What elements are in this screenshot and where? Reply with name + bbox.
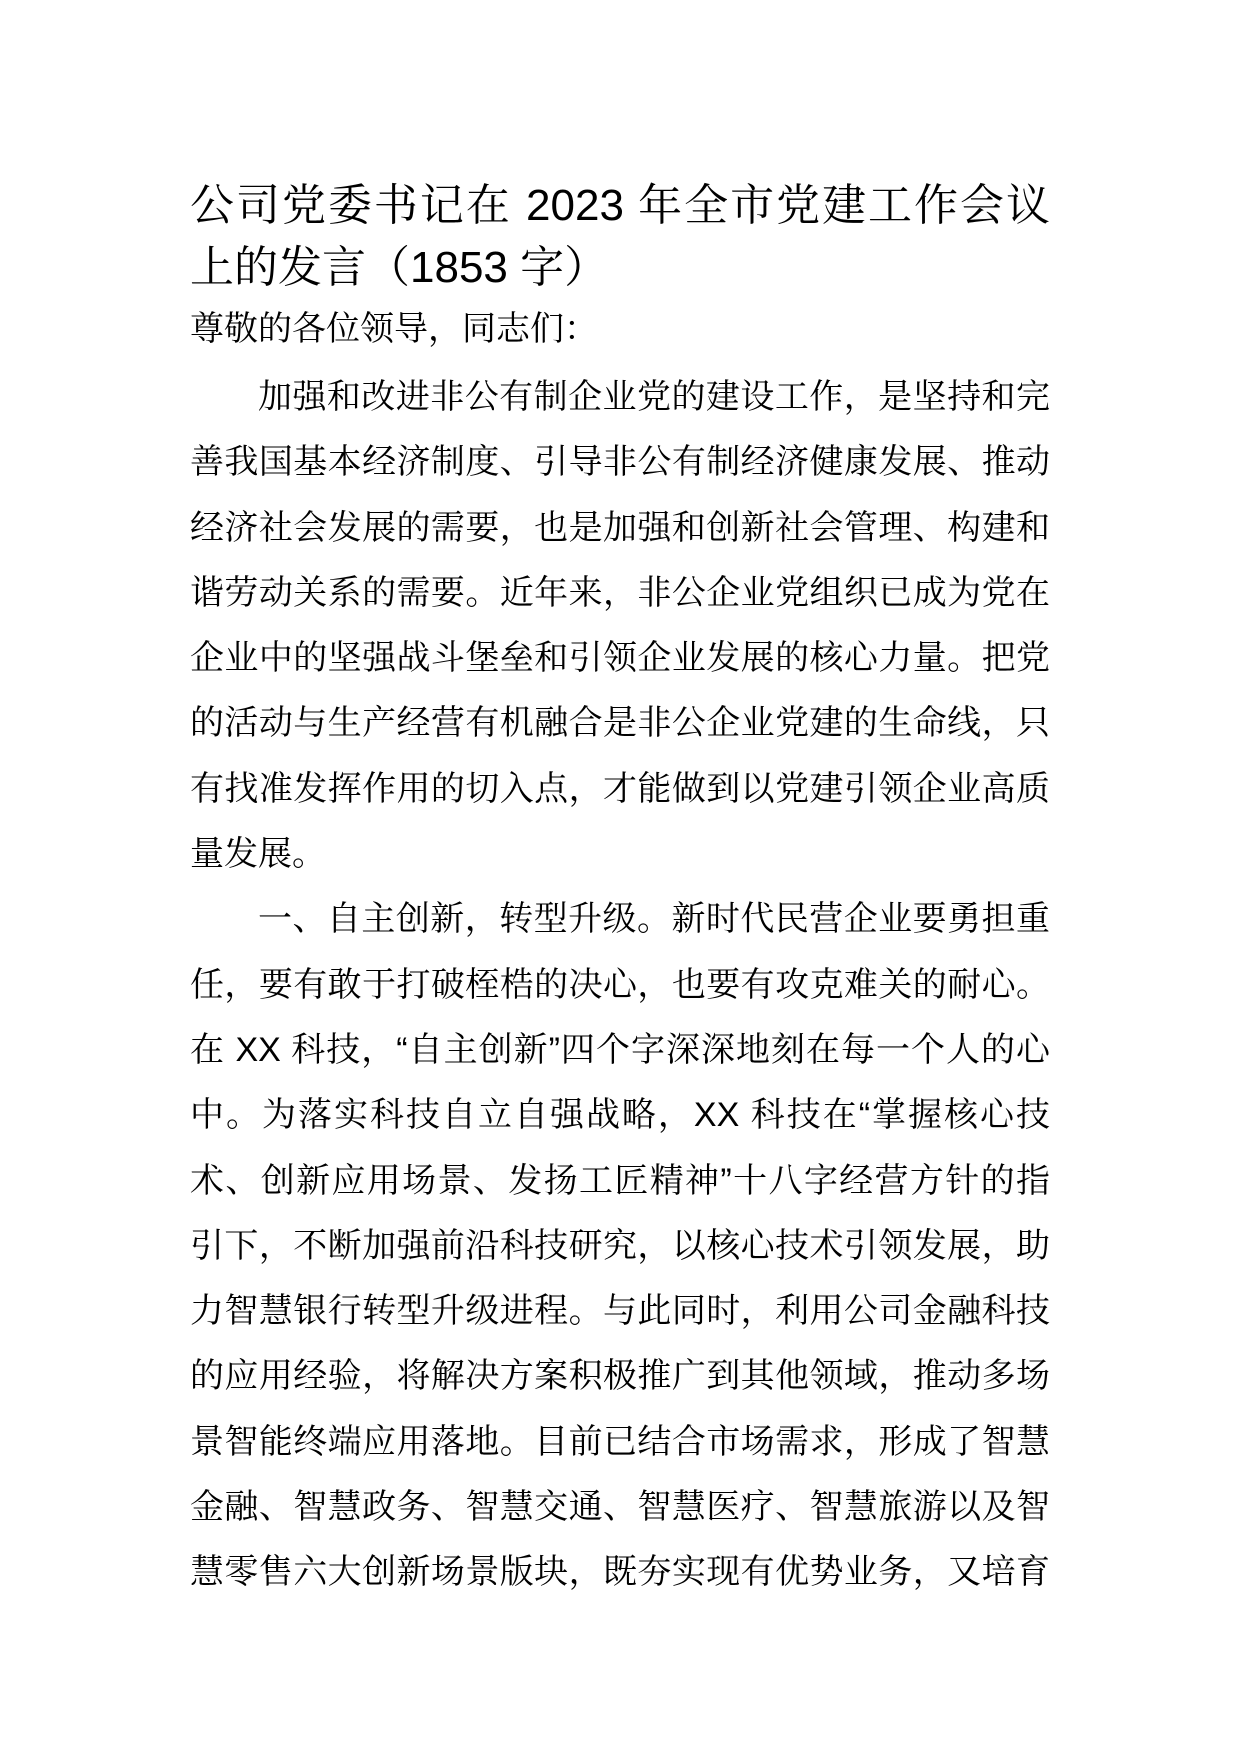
- text-line: 引下，不断加强前沿科技研究，以核心技术引领发展，助: [190, 1226, 1050, 1265]
- text-line: 金融、智慧政务、智慧交通、智慧医疗、智慧旅游以及智: [190, 1488, 1050, 1527]
- section-heading-line: 一、自主创新，转型升级。新时代民营企业要勇担重: [258, 900, 1050, 939]
- title-line: 上的发言（1853 字）: [190, 243, 609, 292]
- text-line: 企业中的坚强战斗堡垒和引领企业发展的核心力量。把党: [190, 639, 1050, 678]
- salutation: 尊敬的各位领导，同志们：: [190, 310, 598, 348]
- text-line: 有找准发挥作用的切入点，才能做到以党建引领企业高质: [190, 769, 1050, 808]
- text-line: 慧零售六大创新场景版块，既夯实现有优势业务，又培育: [190, 1553, 1050, 1592]
- paragraph-section-1: [190, 887, 1050, 1605]
- text-line: 在 XX 科技，“自主创新”四个字深深地刻在每一个人的心: [190, 1030, 1050, 1069]
- text-line: 景智能终端应用落地。目前已结合市场需求，形成了智慧: [190, 1422, 1050, 1461]
- text-line: 力智慧银行转型升级进程。与此同时，利用公司金融科技: [190, 1292, 1050, 1331]
- title-line: 公司党委书记在 2023 年全市党建工作会议: [190, 181, 1050, 230]
- document-title: [190, 175, 1050, 299]
- text-line: 任，要有敢于打破桎梏的决心，也要有攻克难关的耐心。: [190, 965, 1050, 1004]
- text-line: 的活动与生产经营有机融合是非公企业党建的生命线，只: [190, 704, 1050, 743]
- text-line: 量发展。: [190, 835, 326, 874]
- text-line: 的应用经验，将解决方案积极推广到其他领域，推动多场: [190, 1357, 1050, 1396]
- text-line: 加强和改进非公有制企业党的建设工作，是坚持和完: [258, 378, 1050, 416]
- text-line: 术、创新应用场景、发扬工匠精神”十八字经营方针的指: [190, 1161, 1050, 1200]
- paragraph-intro: [190, 365, 1050, 887]
- text-line: 谐劳动关系的需要。近年来，非公企业党组织已成为党在: [190, 573, 1050, 612]
- text-line: 中。为落实科技自立自强战略，XX 科技在“掌握核心技: [190, 1096, 1050, 1135]
- document-body: [190, 365, 1050, 1606]
- text-line: 经济社会发展的需要，也是加强和创新社会管理、构建和: [190, 508, 1050, 547]
- text-line: 善我国基本经济制度、引导非公有制经济健康发展、推动: [190, 443, 1050, 482]
